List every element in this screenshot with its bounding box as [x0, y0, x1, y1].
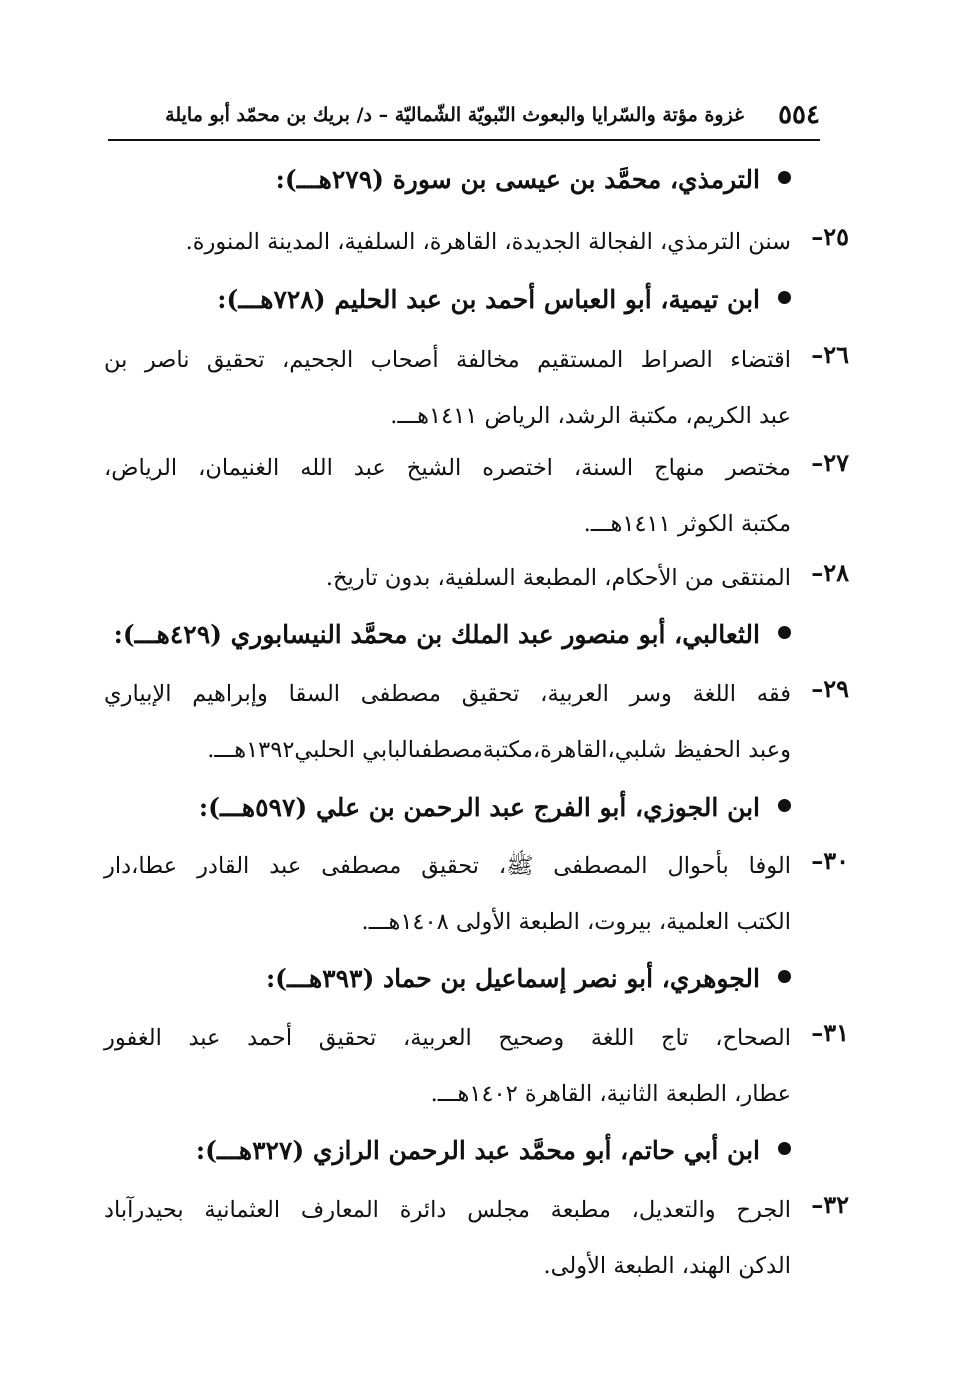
bullet-icon — [778, 171, 791, 184]
entry-text: عبد الكريم، مكتبة الرشد، الرياض ١٤١١هـــ. — [390, 403, 791, 429]
bibliography-entry — [104, 1190, 849, 1302]
bibliography-entry — [104, 448, 849, 560]
entry-text: الصحاح، تاج اللغة وصحيح العربية، تحقيق أحمد عبد الغفور — [104, 1025, 791, 1051]
entry-text: فقه اللغة وسر العربية، تحقيق مصطفى السقا وإبراهيم الإبياري — [104, 681, 791, 707]
author-heading — [266, 964, 791, 993]
bibliography-entry — [104, 1018, 849, 1130]
author-name: الجوهري، أبو نصر إسماعيل بن حماد (٣٩٣هـــ): — [265, 964, 760, 993]
author-name: الترمذي، محمَّد بن عيسى بن سورة (٢٧٩هـــ): — [275, 165, 760, 194]
bibliography-entry — [104, 846, 849, 958]
entry-text: سنن الترمذي، الفجالة الجديدة، القاهرة، السلفية، المدينة المنورة. — [185, 229, 791, 255]
entry-text: مكتبة الكوثر ١٤١١هـــ. — [583, 511, 791, 537]
bullet-icon — [778, 799, 791, 812]
author-name: ابن تيمية، أبو العباس أحمد بن عبد الحليم (٧٢٨هـــ): — [217, 285, 760, 314]
running-title: غزوة مؤتة والسّرايا والبعوث النّبويّة الشّماليّة – د/ بريك بن محمّد أبو مايلة — [165, 104, 744, 126]
entry-number: ٢٩– — [811, 674, 849, 703]
entry-number: ٣١– — [811, 1018, 849, 1047]
bullet-icon — [778, 970, 791, 983]
bibliography-entry — [104, 222, 849, 278]
entry-text: الجرح والتعديل، مطبعة مجلس دائرة المعارف العثمانية بحيدرآباد — [104, 1197, 791, 1223]
entry-text: وعبد الحفيظ شلبي،القاهرة،مكتبةمصطفىالبابي الحلبي١٣٩٢هـــ. — [207, 737, 791, 763]
entry-text: الدكن الهند، الطبعة الأولى. — [543, 1253, 791, 1279]
author-heading — [276, 165, 791, 194]
entry-text: اقتضاء الصراط المستقيم مخالفة أصحاب الجحيم، تحقيق ناصر بن — [104, 347, 791, 373]
entry-number: ٣٠– — [811, 846, 849, 875]
header-rule — [108, 139, 820, 141]
bullet-icon — [778, 626, 791, 639]
entry-number: ٣٢– — [811, 1190, 849, 1219]
bullet-icon — [778, 291, 791, 304]
entry-number: ٢٦– — [811, 340, 849, 369]
author-heading — [199, 793, 791, 822]
entry-text: عطار، الطبعة الثانية، القاهرة ١٤٠٢هـــ. — [430, 1081, 791, 1107]
entry-text: مختصر منهاج السنة، اختصره الشيخ عبد الله الغنيمان، الرياض، — [104, 455, 791, 481]
author-name: ابن أبي حاتم، أبو محمَّد عبد الرحمن الرازي (٣٢٧هـــ): — [195, 1136, 760, 1165]
entry-text: المنتقى من الأحكام، المطبعة السلفية، بدون تاريخ. — [325, 565, 791, 591]
entry-number: ٢٥– — [811, 222, 849, 251]
entry-text: الكتب العلمية، بيروت، الطبعة الأولى ١٤٠٨هـــ. — [361, 909, 791, 935]
entry-number: ٢٨– — [811, 558, 849, 587]
author-name: ابن الجوزي، أبو الفرج عبد الرحمن بن علي (٥٩٧هـــ): — [198, 793, 760, 822]
author-heading — [114, 620, 791, 649]
bibliography-entry — [104, 558, 849, 614]
bibliography-entry — [104, 340, 849, 452]
page-header — [108, 96, 820, 136]
bullet-icon — [778, 1142, 791, 1155]
author-heading — [217, 285, 791, 314]
entry-number: ٢٧– — [811, 448, 849, 477]
author-heading — [196, 1136, 791, 1165]
entry-text: الوفا بأحوال المصطفى ﷺ، تحقيق مصطفى عبد القادر عطا،دار — [104, 853, 791, 879]
author-name: الثعالبي، أبو منصور عبد الملك بن محمَّد النيسابوري (٤٢٩هـــ): — [113, 620, 760, 649]
page-number: ٥٥٤ — [778, 100, 820, 130]
bibliography-entry — [104, 674, 849, 786]
